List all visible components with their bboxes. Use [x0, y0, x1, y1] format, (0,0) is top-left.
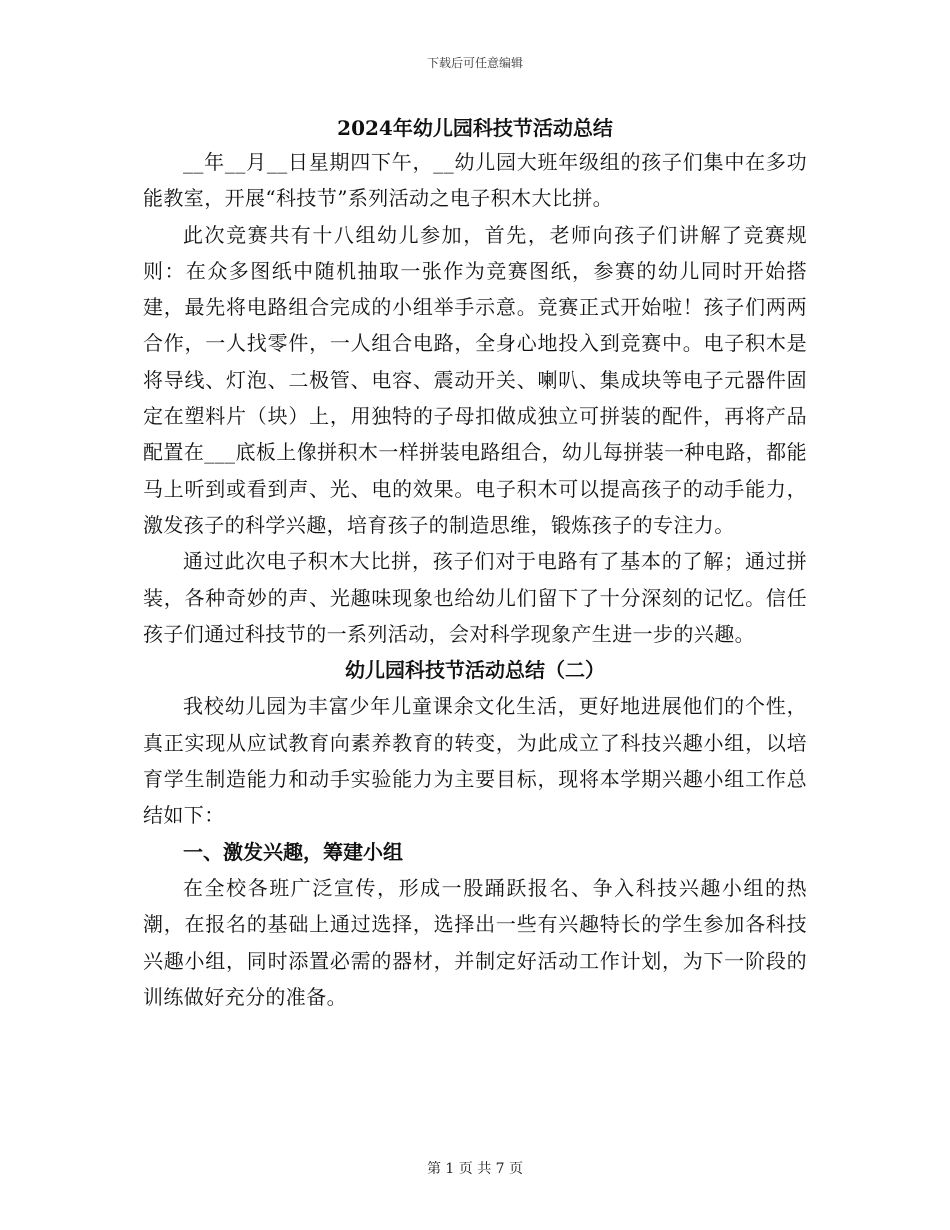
section-2-title: 幼儿园科技节活动总结（二） — [345, 658, 605, 683]
paragraph-1: __年__月__日星期四下午，__幼儿园大班年级组的孩子们集中在多功能教室，开展“科技节”系列活动之电子积木大比拼。 — [143, 150, 807, 211]
subheading-1: 一、激发兴趣，筹建小组 — [183, 839, 403, 864]
document-title: 2024年幼儿园科技节活动总结 — [337, 116, 613, 140]
document-body — [143, 112, 807, 1015]
page-number: 第 1 页 共 7 页 — [426, 1161, 524, 1177]
paragraph-2: 此次竞赛共有十八组幼儿参加，首先，老师向孩子们讲解了竞赛规则：在众多图纸中随机抽取一张作为竞赛图纸，参赛的幼儿同时开始搭建，最先将电路组合完成的小组举手示意。竞赛正式开始啦！孩子们两两合作，一人找零件，一人组合电路，全身心地投入到竞赛中。电子积木是将导线、灯泡、二极管、电容、震动开关、喇叭、集成块等电子元器件固定在塑料片（块）上，用独特的子母扣做成独立可拼装的配件，再将产品配置在___底板上像拼积木一样拼装电路组合，幼儿每拼装一种电路，都能马上听到或看到声、光、电的效果。电子积木可以提高孩子的动手能力，激发孩子的科学兴趣，培育孩子的制造思维，锻炼孩子的专注力。 — [143, 222, 807, 537]
header-note: 下载后可任意编辑 — [426, 56, 523, 70]
paragraph-3: 通过此次电子积木大比拼，孩子们对于电路有了基本的了解；通过拼装，各种奇妙的声、光趣味现象也给幼儿们留下了十分深刻的记忆。信任孩子们通过科技节的一系列活动，会对科学现象产生进一步的兴趣。 — [143, 549, 807, 646]
section-2-intro: 我校幼儿园为丰富少年儿童课余文化生活，更好地进展他们的个性，真正实现从应试教育向素养教育的转变，为此成立了科技兴趣小组，以培育学生制造能力和动手实验能力为主要目标，现将本学期兴趣小组工作总结如下： — [143, 694, 807, 828]
subheading-1-body: 在全校各班广泛宣传，形成一股踊跃报名、争入科技兴趣小组的热潮，在报名的基础上通过选择，选择出一些有兴趣特长的学生参加各科技兴趣小组，同时添置必需的器材，并制定好活动工作计划，为下一阶段的训练做好充分的准备。 — [143, 875, 807, 1009]
